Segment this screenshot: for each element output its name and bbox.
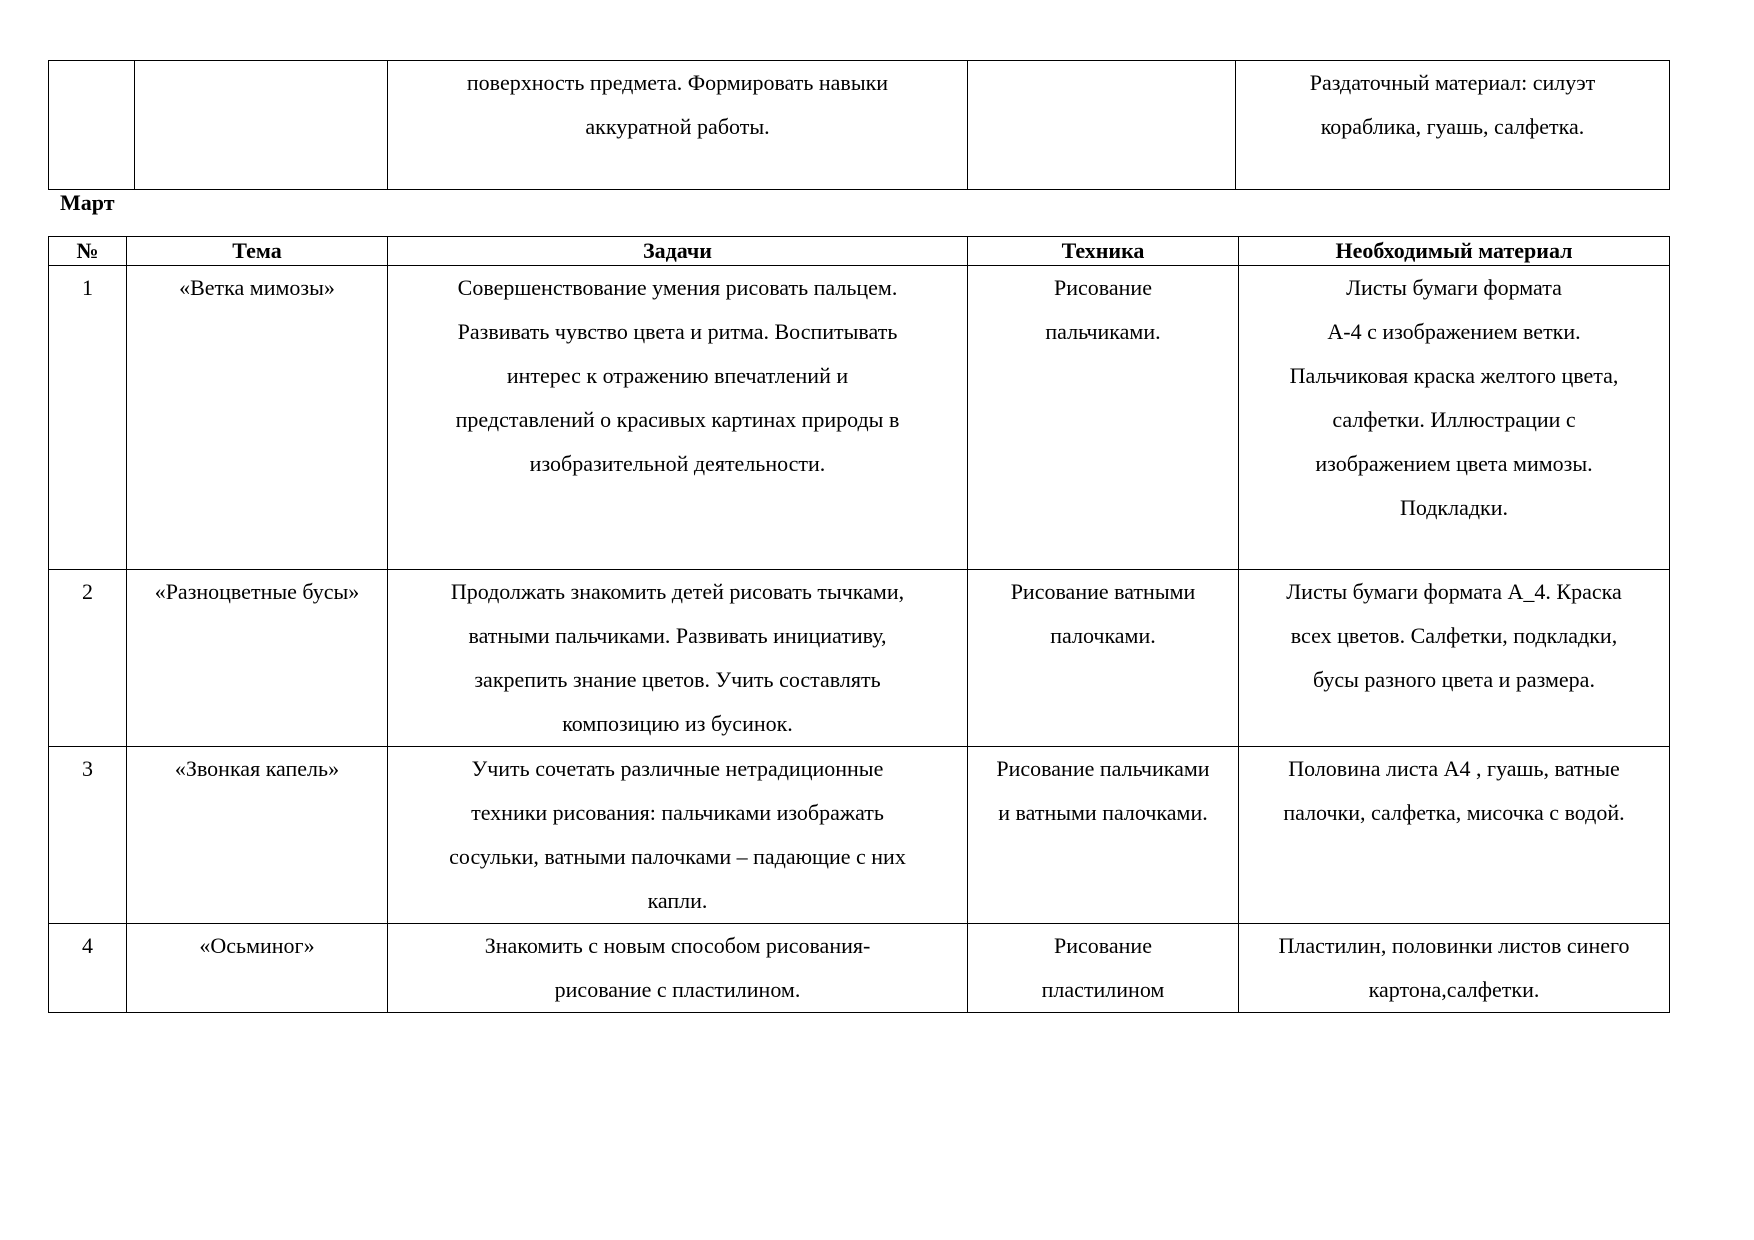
num-cell <box>49 61 135 190</box>
text-line: Знакомить с новым способом рисования- <box>484 933 871 958</box>
month-heading: Март <box>60 190 115 215</box>
text-line: Пластилин, половинки листов синего <box>1278 933 1630 958</box>
text-line: рисование с пластилином. <box>554 977 801 1002</box>
row-theme: «Осьминог» <box>127 924 388 1013</box>
continuation-table <box>48 60 1670 190</box>
row-tasks <box>388 266 968 570</box>
table-row <box>49 266 1670 570</box>
row-num: 1 <box>49 266 127 570</box>
text-line: изображением цвета мимозы. <box>1315 451 1593 476</box>
header-theme: Тема <box>127 237 388 266</box>
row-technique <box>968 570 1239 747</box>
text-line: Рисование пальчиками <box>996 756 1210 781</box>
row-theme: «Ветка мимозы» <box>127 266 388 570</box>
text-line: Продолжать знакомить детей рисовать тычками, <box>450 579 905 604</box>
table-row <box>49 747 1670 924</box>
text-line: Листы бумаги формата <box>1346 275 1562 300</box>
text-line: Раздаточный материал: силуэт <box>1309 70 1596 95</box>
tasks-cell <box>388 61 968 190</box>
text-line: композицию из бусинок. <box>562 711 793 736</box>
text-line: Учить сочетать различные нетрадиционные <box>471 756 884 781</box>
text-line: закрепить знание цветов. Учить составлять <box>474 667 881 692</box>
header-num: № <box>49 237 127 266</box>
row-tasks <box>388 747 968 924</box>
row-technique <box>968 266 1239 570</box>
text-line: палочки, салфетка, мисочка с водой. <box>1283 800 1625 825</box>
table-row <box>49 570 1670 747</box>
text-line: капли. <box>647 888 708 913</box>
text-line: пластилином <box>1041 977 1165 1002</box>
text-line: и ватными палочками. <box>998 800 1208 825</box>
text-line: Рисование <box>1054 275 1152 300</box>
text-line: палочками. <box>1050 623 1156 648</box>
text-line: Половина листа А4 , гуашь, ватные <box>1288 756 1620 781</box>
text-line: кораблика, гуашь, салфетка. <box>1320 114 1585 139</box>
plan-table <box>48 236 1670 1013</box>
row-material <box>1239 570 1670 747</box>
row-num: 4 <box>49 924 127 1013</box>
text-line: Рисование <box>1054 933 1152 958</box>
header-material: Необходимый материал <box>1239 237 1670 266</box>
text-line: пальчиками. <box>1045 319 1161 344</box>
text-line: представлений о красивых картинах природы в <box>455 407 900 432</box>
continuation-row <box>49 61 1670 190</box>
row-tasks <box>388 570 968 747</box>
row-theme: «Разноцветные бусы» <box>127 570 388 747</box>
row-technique <box>968 747 1239 924</box>
row-theme: «Звонкая капель» <box>127 747 388 924</box>
text-line: Пальчиковая краска желтого цвета, <box>1289 363 1619 388</box>
text-line: аккуратной работы. <box>585 114 770 139</box>
text-line: А-4 с изображением ветки. <box>1327 319 1581 344</box>
text-line: изобразительной деятельности. <box>529 451 826 476</box>
text-line: Подкладки. <box>1399 495 1509 520</box>
material-cell <box>1236 61 1670 190</box>
text-line: Совершенствование умения рисовать пальцем. <box>457 275 898 300</box>
text-line: Листы бумаги формата А_4. Краска <box>1286 579 1622 604</box>
row-material <box>1239 266 1670 570</box>
row-tasks <box>388 924 968 1013</box>
row-material <box>1239 747 1670 924</box>
theme-cell <box>135 61 388 190</box>
text-line: интерес к отражению впечатлений и <box>506 363 849 388</box>
row-num: 3 <box>49 747 127 924</box>
row-num: 2 <box>49 570 127 747</box>
text-line: всех цветов. Салфетки, подкладки, <box>1290 623 1618 648</box>
table-row <box>49 924 1670 1013</box>
row-technique <box>968 924 1239 1013</box>
text-line: Рисование ватными <box>1010 579 1196 604</box>
text-line: сосульки, ватными палочками – падающие с них <box>449 844 906 869</box>
text-line: картона,салфетки. <box>1368 977 1540 1002</box>
text-line: ватными пальчиками. Развивать инициативу, <box>468 623 887 648</box>
row-material <box>1239 924 1670 1013</box>
text-line: Развивать чувство цвета и ритма. Воспитывать <box>457 319 898 344</box>
header-technique: Техника <box>968 237 1239 266</box>
header-tasks: Задачи <box>388 237 968 266</box>
text-line: бусы разного цвета и размера. <box>1313 667 1595 692</box>
text-line: поверхность предмета. Формировать навыки <box>466 70 889 95</box>
technique-cell <box>968 61 1236 190</box>
text-line: техники рисования: пальчиками изображать <box>471 800 884 825</box>
text-line: салфетки. Иллюстрации с <box>1332 407 1576 432</box>
header-row <box>49 237 1670 266</box>
